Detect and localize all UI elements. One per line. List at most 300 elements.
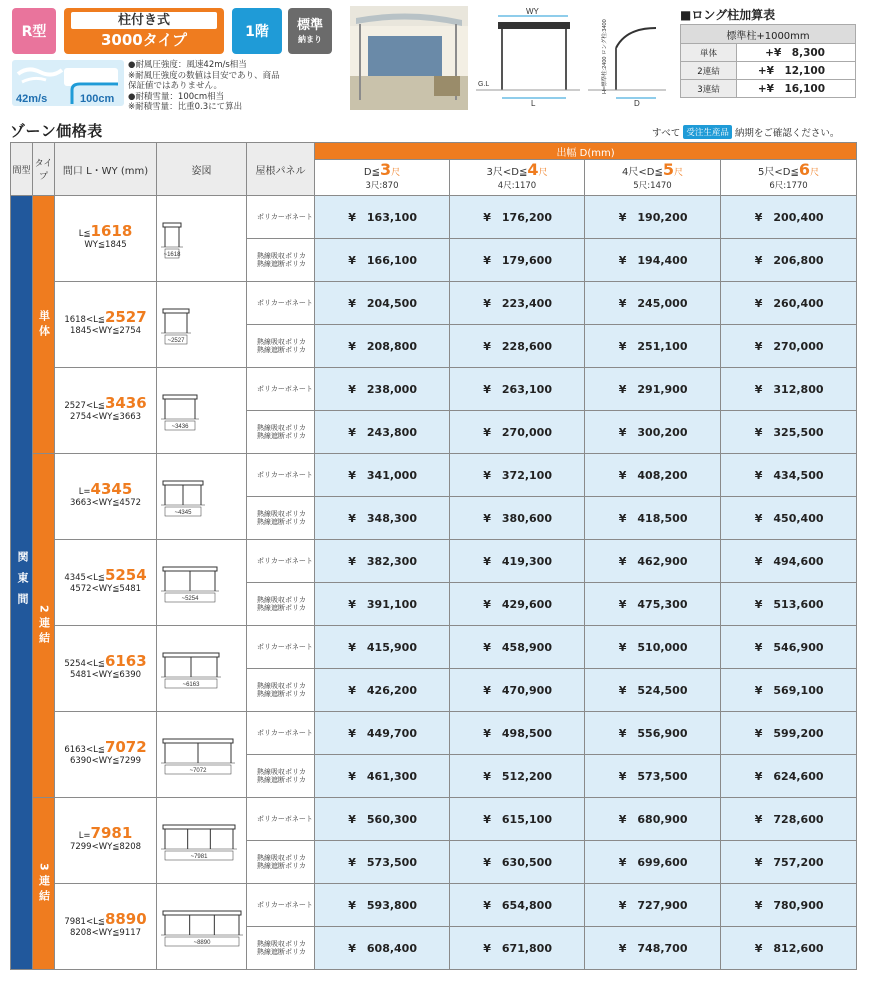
span-sub: 7299<WY≦8208 bbox=[69, 842, 142, 852]
type-label: 2連結 bbox=[37, 604, 51, 647]
price-cell bbox=[721, 884, 857, 927]
price-cell bbox=[721, 411, 857, 454]
price-value: ¥ 556,900 bbox=[618, 727, 688, 740]
price-value: ¥ 348,300 bbox=[348, 512, 417, 525]
figure-width-label: ~3436 bbox=[171, 423, 189, 430]
price-cell bbox=[315, 368, 450, 411]
price-cell bbox=[585, 841, 721, 884]
gl-label: G.L bbox=[478, 81, 490, 88]
price-cell bbox=[315, 927, 450, 970]
table-row bbox=[11, 798, 857, 841]
span-pre: L= bbox=[78, 487, 91, 497]
price-cell bbox=[315, 755, 450, 798]
span-pre: 4345<L≦ bbox=[64, 573, 105, 583]
price-cell bbox=[450, 282, 585, 325]
figure-cell bbox=[157, 626, 247, 712]
depth-num: 5 bbox=[662, 159, 674, 179]
long-pillar-title: ■ロング柱加算表 bbox=[680, 8, 776, 22]
span-cell bbox=[55, 282, 157, 368]
price-cell bbox=[450, 540, 585, 583]
price-cell bbox=[450, 927, 585, 970]
depth-sub: 3尺:870 bbox=[365, 180, 399, 191]
span-sub: 6390<WY≦7299 bbox=[69, 756, 142, 766]
price-cell bbox=[315, 669, 450, 712]
depth-pre: 4尺<D≦ bbox=[622, 166, 663, 178]
price-value: ¥ 780,900 bbox=[754, 899, 824, 912]
figure-width-label: ~7981 bbox=[190, 853, 208, 860]
figure-cell bbox=[157, 196, 247, 282]
long-pillar-header: 標準柱+1000mm bbox=[681, 25, 856, 44]
price-value: ¥ 615,100 bbox=[483, 813, 552, 826]
price-value: ¥ 434,500 bbox=[754, 469, 824, 482]
figure-width-label: ~4345 bbox=[174, 509, 192, 516]
price-cell bbox=[315, 884, 450, 927]
product-photo bbox=[350, 6, 468, 110]
price-cell bbox=[450, 798, 585, 841]
span-num: 2527 bbox=[104, 308, 147, 326]
price-cell bbox=[585, 540, 721, 583]
price-cell bbox=[450, 368, 585, 411]
panel-cell: ポリカーボネート bbox=[247, 282, 315, 325]
figure-cell bbox=[157, 368, 247, 454]
price-cell bbox=[450, 411, 585, 454]
price-cell bbox=[450, 454, 585, 497]
figure-width-label: ~7072 bbox=[189, 767, 207, 774]
price-value: ¥ 748,700 bbox=[618, 942, 688, 955]
price-cell bbox=[721, 497, 857, 540]
price-value: ¥ 475,300 bbox=[618, 598, 688, 611]
price-cell bbox=[450, 239, 585, 282]
table-row bbox=[11, 454, 857, 497]
depth-num: 3 bbox=[379, 159, 392, 179]
span-num: 7981 bbox=[90, 824, 133, 842]
price-value: ¥ 270,000 bbox=[483, 426, 552, 439]
price-cell bbox=[450, 196, 585, 239]
price-value: ¥ 812,600 bbox=[754, 942, 824, 955]
price-value: ¥ 418,500 bbox=[618, 512, 688, 525]
elevation-figure-icon bbox=[161, 905, 243, 949]
elevation-figure-icon bbox=[161, 217, 243, 261]
span-cell bbox=[55, 626, 157, 712]
zone-note-pre: すべて bbox=[652, 128, 681, 139]
type-cell bbox=[33, 196, 55, 454]
price-value: ¥ 429,600 bbox=[483, 598, 552, 611]
table-row bbox=[11, 196, 857, 239]
table-row bbox=[11, 712, 857, 755]
depth-unit: 尺 bbox=[810, 167, 820, 178]
table-row bbox=[11, 884, 857, 927]
price-value: ¥ 608,400 bbox=[348, 942, 417, 955]
spec-note: ※耐積雪量：比重0.3にて算出 bbox=[128, 102, 243, 112]
price-value: ¥ 228,600 bbox=[483, 340, 552, 353]
price-cell bbox=[721, 368, 857, 411]
price-value: ¥ 569,100 bbox=[754, 684, 824, 697]
span-pre: 2527<L≦ bbox=[64, 401, 105, 411]
price-value: ¥ 270,000 bbox=[754, 340, 824, 353]
standard-badge-line2: 納まり bbox=[298, 34, 322, 44]
price-value: ¥ 680,900 bbox=[618, 813, 688, 826]
panel-cell: ポリカーボネート bbox=[247, 626, 315, 669]
price-value: ¥ 419,300 bbox=[483, 555, 552, 568]
span-pre: 1618<L≦ bbox=[64, 315, 105, 325]
price-cell bbox=[585, 669, 721, 712]
price-cell bbox=[721, 798, 857, 841]
region-cell bbox=[11, 196, 33, 970]
standard-badge bbox=[288, 8, 332, 54]
depth-sub: 5尺:1470 bbox=[633, 180, 672, 191]
price-cell bbox=[585, 196, 721, 239]
price-value: ¥ 630,500 bbox=[483, 856, 552, 869]
price-value: ¥ 728,600 bbox=[754, 813, 824, 826]
price-cell bbox=[585, 368, 721, 411]
type-cell bbox=[33, 798, 55, 970]
price-value: ¥ 166,100 bbox=[348, 254, 417, 267]
price-value: ¥ 449,700 bbox=[348, 727, 417, 740]
figure-width-label: ~8890 bbox=[193, 939, 211, 946]
type-cell bbox=[33, 454, 55, 798]
span-sub: 4572<WY≦5481 bbox=[69, 584, 142, 594]
price-value: ¥ 204,500 bbox=[348, 297, 417, 310]
span-num: 1618 bbox=[90, 222, 133, 240]
price-cell bbox=[585, 454, 721, 497]
price-cell bbox=[721, 282, 857, 325]
depth-sub: 6尺:1770 bbox=[769, 180, 808, 191]
price-cell bbox=[721, 626, 857, 669]
span-cell bbox=[55, 712, 157, 798]
price-cell bbox=[585, 282, 721, 325]
panel-cell: ポリカーボネート bbox=[247, 798, 315, 841]
panel-cell: 熱線吸収ポリカ 熱線遮断ポリカ bbox=[247, 239, 315, 282]
price-value: ¥ 699,600 bbox=[618, 856, 688, 869]
price-cell bbox=[315, 540, 450, 583]
long-pillar-label: 単体 bbox=[681, 44, 737, 62]
made-to-order-tag: 受注生産品 bbox=[683, 125, 732, 139]
price-cell bbox=[585, 497, 721, 540]
panel-cell: 熱線吸収ポリカ 熱線遮断ポリカ bbox=[247, 583, 315, 626]
price-value: ¥ 176,200 bbox=[483, 211, 552, 224]
price-value: ¥ 300,200 bbox=[618, 426, 688, 439]
spec-note: ●耐積雪量：100cm相当 bbox=[128, 91, 225, 102]
price-value: ¥ 163,100 bbox=[348, 211, 417, 224]
price-value: ¥ 513,600 bbox=[754, 598, 824, 611]
price-cell bbox=[721, 583, 857, 626]
span-num: 7072 bbox=[104, 738, 147, 756]
span-pre: L= bbox=[78, 831, 91, 841]
price-value: ¥ 560,300 bbox=[348, 813, 417, 826]
price-cell bbox=[315, 497, 450, 540]
depth-num: 4 bbox=[527, 159, 539, 179]
price-cell bbox=[721, 712, 857, 755]
region-label: 関東間 bbox=[16, 551, 29, 614]
price-cell bbox=[450, 497, 585, 540]
depth-unit: 尺 bbox=[391, 167, 401, 178]
span-sub: 2754<WY≦3663 bbox=[69, 412, 142, 422]
figure-cell bbox=[157, 712, 247, 798]
price-cell bbox=[450, 626, 585, 669]
span-num: 4345 bbox=[90, 480, 133, 498]
span-num: 5254 bbox=[104, 566, 147, 584]
span-pre: 5254<L≦ bbox=[64, 659, 105, 669]
figure-width-label: ~2527 bbox=[167, 337, 185, 344]
wind-speed-text: 42m/s bbox=[16, 93, 48, 105]
figure-cell bbox=[157, 454, 247, 540]
price-cell bbox=[315, 712, 450, 755]
standard-badge-line1: 標準 bbox=[296, 17, 323, 33]
span-num: 3436 bbox=[104, 394, 147, 412]
panel-cell: ポリカーボネート bbox=[247, 712, 315, 755]
long-pillar-table bbox=[680, 24, 856, 98]
price-cell bbox=[315, 841, 450, 884]
price-cell bbox=[585, 411, 721, 454]
price-value: ¥ 498,500 bbox=[483, 727, 552, 740]
table-row bbox=[681, 44, 856, 62]
price-value: ¥ 312,800 bbox=[754, 383, 824, 396]
l-label: L bbox=[531, 99, 536, 108]
price-cell bbox=[721, 325, 857, 368]
price-value: ¥ 245,000 bbox=[618, 297, 688, 310]
price-value: ¥ 450,400 bbox=[754, 512, 824, 525]
figure-cell bbox=[157, 798, 247, 884]
depth-header-4 bbox=[721, 160, 857, 196]
price-value: ¥ 624,600 bbox=[754, 770, 824, 783]
panel-cell: ポリカーボネート bbox=[247, 884, 315, 927]
elevation-figure-icon bbox=[161, 389, 243, 433]
price-value: ¥ 654,800 bbox=[483, 899, 552, 912]
price-value: ¥ 461,300 bbox=[348, 770, 417, 783]
figure-width-label: ~5254 bbox=[181, 595, 199, 602]
table-row bbox=[11, 540, 857, 583]
price-value: ¥ 671,800 bbox=[483, 942, 552, 955]
price-value: ¥ 291,900 bbox=[618, 383, 688, 396]
price-value: ¥ 208,800 bbox=[348, 340, 417, 353]
long-pillar-value: +¥ 12,100 bbox=[737, 62, 856, 80]
spec-notes bbox=[128, 60, 288, 113]
panel-cell: ポリカーボネート bbox=[247, 454, 315, 497]
long-pillar-value: +¥ 16,100 bbox=[737, 80, 856, 98]
depth-pre: 5尺<D≦ bbox=[758, 166, 799, 178]
elevation-figure-icon bbox=[161, 647, 243, 691]
zone-price-title: ゾーン価格表 bbox=[10, 122, 103, 140]
span-sub: 5481<WY≦6390 bbox=[69, 670, 142, 680]
price-cell bbox=[585, 798, 721, 841]
price-cell bbox=[721, 841, 857, 884]
zone-price-table bbox=[10, 142, 857, 970]
price-cell bbox=[450, 325, 585, 368]
span-cell bbox=[55, 196, 157, 282]
price-cell bbox=[450, 755, 585, 798]
figure-cell bbox=[157, 884, 247, 970]
elevation-figure-icon bbox=[161, 303, 243, 347]
price-value: ¥ 415,900 bbox=[348, 641, 417, 654]
span-pre: L≦ bbox=[78, 229, 91, 239]
figure-cell bbox=[157, 282, 247, 368]
price-value: ¥ 200,400 bbox=[754, 211, 824, 224]
col-span-header: 間口 L・WY (mm) bbox=[55, 143, 157, 196]
zone-note bbox=[652, 125, 839, 139]
price-value: ¥ 341,000 bbox=[348, 469, 417, 482]
price-cell bbox=[450, 583, 585, 626]
price-cell bbox=[585, 927, 721, 970]
dimension-diagram bbox=[476, 6, 672, 110]
price-cell bbox=[721, 239, 857, 282]
panel-cell: ポリカーボネート bbox=[247, 368, 315, 411]
spec-note: ●耐風圧強度：風速42m/s相当 bbox=[128, 60, 247, 70]
price-value: ¥ 382,300 bbox=[348, 555, 417, 568]
style-badge-line1: 柱付き式 bbox=[71, 12, 217, 29]
figure-cell bbox=[157, 540, 247, 626]
long-pillar-label: 2連結 bbox=[681, 62, 737, 80]
depth-sub: 4尺:1170 bbox=[497, 180, 537, 191]
price-cell bbox=[450, 669, 585, 712]
span-sub: 1845<WY≦2754 bbox=[69, 326, 142, 336]
panel-cell: ポリカーボネート bbox=[247, 540, 315, 583]
price-cell bbox=[585, 712, 721, 755]
price-cell bbox=[721, 454, 857, 497]
span-cell bbox=[55, 884, 157, 970]
long-pillar-label: 3連結 bbox=[681, 80, 737, 98]
price-value: ¥ 524,500 bbox=[618, 684, 688, 697]
depth-num: 6 bbox=[798, 159, 810, 179]
price-value: ¥ 494,600 bbox=[754, 555, 824, 568]
price-cell bbox=[450, 884, 585, 927]
elevation-figure-icon bbox=[161, 733, 243, 777]
price-cell bbox=[585, 239, 721, 282]
span-cell bbox=[55, 454, 157, 540]
price-value: ¥ 462,900 bbox=[618, 555, 688, 568]
style-badge bbox=[64, 8, 224, 54]
price-cell bbox=[721, 755, 857, 798]
price-value: ¥ 573,500 bbox=[348, 856, 417, 869]
table-row bbox=[11, 368, 857, 411]
span-cell bbox=[55, 368, 157, 454]
panel-cell: 熱線吸収ポリカ 熱線遮断ポリカ bbox=[247, 669, 315, 712]
depth-unit: 尺 bbox=[673, 167, 683, 178]
price-value: ¥ 512,200 bbox=[483, 770, 552, 783]
price-cell bbox=[315, 239, 450, 282]
zone-note-post: 納期をご確認ください。 bbox=[734, 128, 840, 139]
panel-cell: 熱線吸収ポリカ 熱線遮断ポリカ bbox=[247, 927, 315, 970]
table-row bbox=[11, 626, 857, 669]
elevation-figure-icon bbox=[161, 819, 243, 863]
price-value: ¥ 573,500 bbox=[618, 770, 688, 783]
price-value: ¥ 599,200 bbox=[754, 727, 824, 740]
span-sub: WY≦1845 bbox=[84, 240, 127, 250]
span-pre: 7981<L≦ bbox=[64, 917, 105, 927]
price-value: ¥ 380,600 bbox=[483, 512, 552, 525]
price-cell bbox=[585, 884, 721, 927]
price-cell bbox=[585, 626, 721, 669]
panel-cell: ポリカーボネート bbox=[247, 196, 315, 239]
depth-header-3 bbox=[585, 160, 721, 196]
d-label: D bbox=[634, 99, 640, 108]
depth-unit: 尺 bbox=[538, 167, 548, 178]
wind-snow-spec-icon bbox=[12, 60, 124, 106]
price-value: ¥ 470,900 bbox=[483, 684, 552, 697]
price-cell bbox=[450, 712, 585, 755]
price-cell bbox=[315, 196, 450, 239]
type-label: 単体 bbox=[37, 309, 51, 340]
price-cell bbox=[315, 583, 450, 626]
long-pillar-value: +¥ 8,300 bbox=[737, 44, 856, 62]
price-cell bbox=[721, 540, 857, 583]
wy-label: WY bbox=[526, 7, 539, 16]
price-value: ¥ 408,200 bbox=[618, 469, 688, 482]
col-panel-header: 屋根パネル bbox=[247, 143, 315, 196]
price-value: ¥ 458,900 bbox=[483, 641, 552, 654]
col-figure-header: 姿図 bbox=[157, 143, 247, 196]
price-value: ¥ 546,900 bbox=[754, 641, 824, 654]
table-row bbox=[681, 80, 856, 98]
price-value: ¥ 727,900 bbox=[618, 899, 688, 912]
price-cell bbox=[315, 282, 450, 325]
price-cell bbox=[585, 583, 721, 626]
table-row bbox=[681, 62, 856, 80]
span-sub: 3663<WY≦4572 bbox=[69, 498, 142, 508]
spec-note: ※耐風圧強度の数値は目安であり、商品保証値ではありません。 bbox=[128, 70, 280, 91]
depth-pre: D≦ bbox=[363, 166, 380, 178]
price-cell bbox=[450, 841, 585, 884]
price-value: ¥ 510,000 bbox=[618, 641, 688, 654]
price-value: ¥ 238,000 bbox=[348, 383, 417, 396]
price-value: ¥ 243,800 bbox=[348, 426, 417, 439]
price-cell bbox=[585, 755, 721, 798]
price-value: ¥ 260,400 bbox=[754, 297, 824, 310]
price-cell bbox=[315, 325, 450, 368]
price-value: ¥ 206,800 bbox=[754, 254, 824, 267]
depth-header-1 bbox=[315, 160, 450, 196]
panel-cell: 熱線吸収ポリカ 熱線遮断ポリカ bbox=[247, 411, 315, 454]
price-cell bbox=[315, 798, 450, 841]
price-value: ¥ 190,200 bbox=[618, 211, 688, 224]
price-value: ¥ 223,400 bbox=[483, 297, 552, 310]
type-label: 3連結 bbox=[37, 862, 51, 905]
price-cell bbox=[315, 411, 450, 454]
span-num: 8890 bbox=[104, 910, 147, 928]
price-value: ¥ 251,100 bbox=[618, 340, 688, 353]
panel-cell: 熱線吸収ポリカ 熱線遮断ポリカ bbox=[247, 325, 315, 368]
height-label: H=標準柱:2400 ロング柱:3400 bbox=[602, 19, 608, 94]
elevation-figure-icon bbox=[161, 475, 243, 519]
span-sub: 8208<WY≦9117 bbox=[69, 928, 142, 938]
type-badge: R型 bbox=[12, 8, 56, 54]
price-value: ¥ 372,100 bbox=[483, 469, 552, 482]
price-value: ¥ 179,600 bbox=[483, 254, 552, 267]
span-pre: 6163<L≦ bbox=[64, 745, 105, 755]
depth-header-2 bbox=[450, 160, 585, 196]
snow-depth-text: 100cm bbox=[80, 93, 115, 105]
panel-cell: 熱線吸収ポリカ 熱線遮断ポリカ bbox=[247, 841, 315, 884]
price-cell bbox=[721, 927, 857, 970]
price-value: ¥ 391,100 bbox=[348, 598, 417, 611]
price-cell bbox=[315, 626, 450, 669]
panel-cell: 熱線吸収ポリカ 熱線遮断ポリカ bbox=[247, 497, 315, 540]
price-value: ¥ 757,200 bbox=[754, 856, 824, 869]
elevation-figure-icon bbox=[161, 561, 243, 605]
price-value: ¥ 426,200 bbox=[348, 684, 417, 697]
col-type-header: タイプ bbox=[33, 143, 55, 196]
price-cell bbox=[315, 454, 450, 497]
floor-badge: 1階 bbox=[232, 8, 282, 54]
span-cell bbox=[55, 540, 157, 626]
span-cell bbox=[55, 798, 157, 884]
span-num: 6163 bbox=[104, 652, 147, 670]
col-depth-header: 出幅 D(mm) bbox=[315, 143, 857, 160]
col-region-header: 間型 bbox=[11, 143, 33, 196]
table-row bbox=[11, 282, 857, 325]
figure-width-label: ~1618 bbox=[163, 251, 181, 258]
price-cell bbox=[721, 196, 857, 239]
price-value: ¥ 194,400 bbox=[618, 254, 688, 267]
